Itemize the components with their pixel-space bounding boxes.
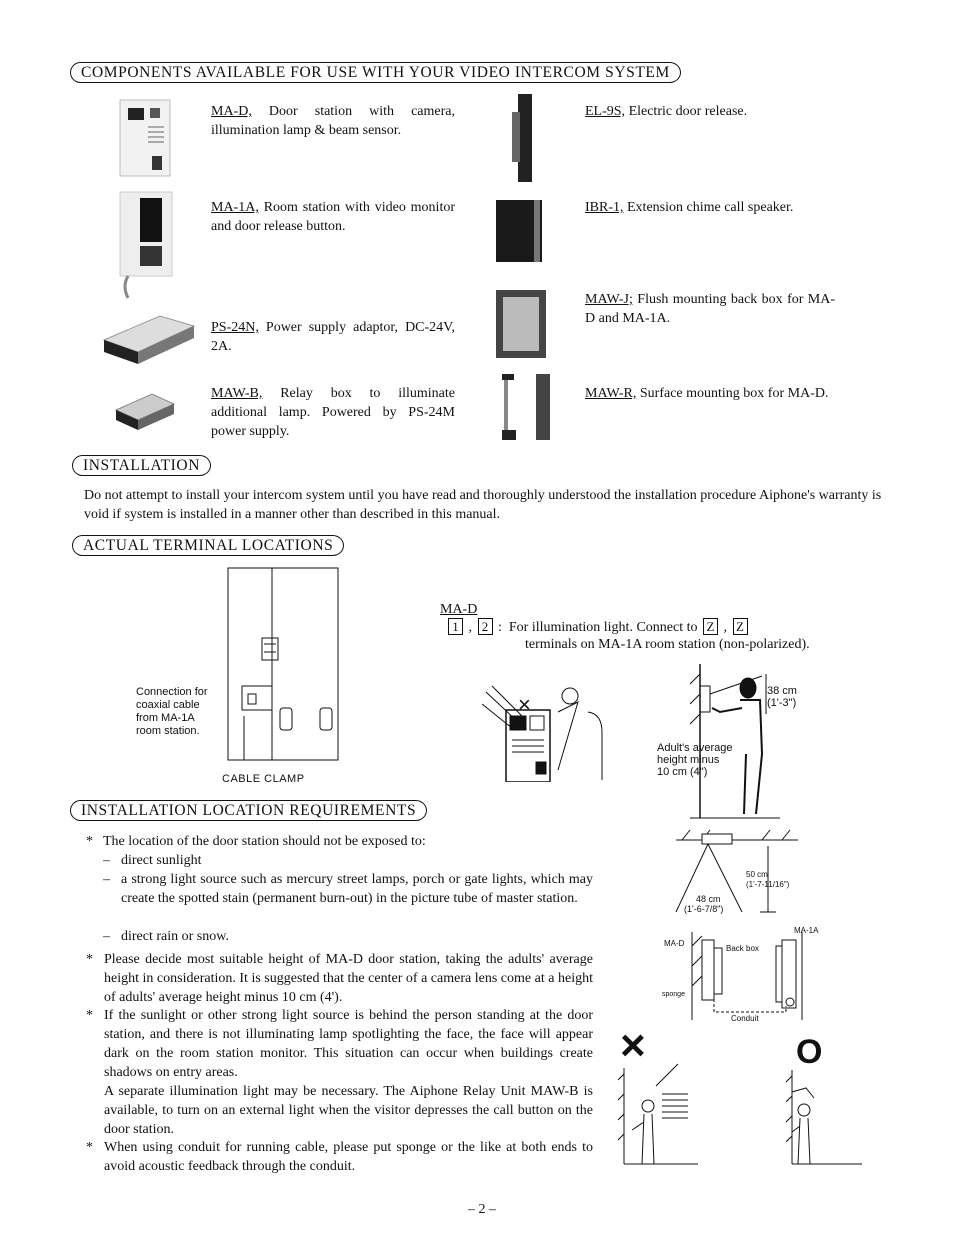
terminal-location-diagram	[222, 566, 342, 762]
el-9s-door-release-image	[508, 92, 538, 184]
req-item-5: Please decide most suitable height of MA-D door station, taking the adults' average height in consideration. It is suggested that the center of a camera lens come at a height of adults' average height minus 10 cm (4').	[104, 952, 593, 1005]
conduit-conduit-label: Conduit	[731, 1014, 759, 1023]
maw-b-relay-box-image	[112, 390, 176, 434]
right-mark: O	[796, 1033, 823, 1071]
conduit-mad-label: MA-D	[664, 939, 685, 948]
component-el-9s: EL-9S, Electric door release.	[585, 104, 748, 119]
req-dash-3-marker: –	[103, 929, 110, 944]
req-star-4-marker: *	[86, 1140, 93, 1155]
connection-label: Connection for coaxial cable from MA-1A room station.	[136, 686, 208, 737]
req-item-2: direct sunlight	[121, 853, 202, 868]
component-maw-r: MAW-R, Surface mounting box for MA-D.	[585, 386, 829, 401]
maw-j-back-box-image	[494, 288, 548, 360]
ceiling-50cm-label: 50 cm (1'-7-11/16")	[746, 870, 790, 889]
height-38cm-label: 38 cm (1'-3")	[767, 685, 797, 709]
svg-text:×: ×	[518, 692, 531, 717]
cable-clamp-label: CABLE CLAMP	[222, 773, 305, 785]
req-item-7: A separate illumination light may be necessary. The Aiphone Relay Unit MAW-B is available, to turn on an external light when the visitor depresses the call button on the door station.	[104, 1084, 593, 1137]
conduit-sponge-label: sponge	[662, 991, 685, 998]
section-heading-terminal-locations: ACTUAL TERMINAL LOCATIONS	[72, 535, 344, 556]
conduit-illustration	[662, 926, 812, 1024]
req-dash-2-marker: –	[103, 872, 110, 887]
req-item-6: If the sunlight or other strong light source is behind the person standing at the door station, and there is not illuminating lamp spotlighting the face, the face will appear dark on the room station monitor. This situation can occur when buildings create shadows on entry areas.	[104, 1008, 593, 1080]
req-star-3-marker: *	[86, 1008, 93, 1023]
component-maw-b: MAW-B, Relay box to illuminate additional lamp. Powered by PS-24M power supply.	[211, 386, 456, 439]
req-star-1-marker: *	[86, 834, 93, 849]
section-heading-installation: INSTALLATION	[72, 455, 211, 476]
mad-terminal-line2: terminals on MA-1A room station (non-polarized).	[525, 637, 810, 652]
component-ibr-1: IBR-1, Extension chime call speaker.	[585, 200, 794, 215]
conduit-backbox-label: Back box	[726, 944, 759, 953]
adult-height-label: Adult's average height minus 10 cm (4")	[657, 742, 733, 778]
req-item-8: When using conduit for running cable, please put sponge or the like at both ends to avoid acoustic feedback through the conduit.	[104, 1140, 593, 1174]
wrong-lighting-illustration	[618, 1060, 698, 1168]
sunlight-glare-illustration	[478, 682, 608, 782]
correct-lighting-illustration	[786, 1070, 862, 1168]
page-number: – 2 –	[468, 1202, 496, 1217]
ps-24n-power-supply-image	[100, 310, 196, 366]
mad-terminal-title: MA-D	[440, 602, 478, 617]
req-item-1: The location of the door station should not be exposed to:	[103, 834, 426, 849]
req-item-3: a strong light source such as mercury street lamps, porch or gate lights, which may create the spotted stain (permanent burn-out) in the picture tube of master station.	[121, 872, 593, 906]
ma-1a-room-station-image	[116, 190, 176, 302]
component-ma-1a: MA-1A, Room station with video monitor and door release button.	[211, 200, 455, 234]
wrong-mark: ×	[620, 1021, 646, 1070]
conduit-ma1a-label: MA-1A	[794, 926, 819, 935]
section-heading-location-requirements: INSTALLATION LOCATION REQUIREMENTS	[70, 800, 427, 821]
installation-paragraph: Do not attempt to install your intercom system until you have read and thoroughly understood the installation procedure Aiphone's warranty is void if system is installed in a manner other than described in this manual.	[84, 488, 882, 522]
req-dash-1-marker: –	[103, 853, 110, 868]
req-item-4: direct rain or snow.	[121, 929, 229, 944]
component-ma-d: MA-D, Door station with camera, illumination lamp & beam sensor.	[211, 104, 455, 138]
req-star-2-marker: *	[86, 952, 93, 967]
component-ps-24n: PS-24N, Power supply adaptor, DC-24V, 2A.	[211, 320, 455, 354]
maw-r-surface-box-image	[500, 372, 552, 442]
ibr-1-chime-speaker-image	[494, 196, 546, 266]
section-heading-components: COMPONENTS AVAILABLE FOR USE WITH YOUR VIDEO INTERCOM SYSTEM	[70, 62, 681, 83]
ma-d-door-station-image	[118, 98, 174, 178]
component-maw-j: MAW-J; Flush mounting back box for MA-D and MA-1A.	[585, 292, 835, 326]
ceiling-48cm-label: 48 cm (1'-6-7/8")	[684, 894, 724, 914]
mad-terminal-line: 1 , 2 : For illumination light. Connect to Z , Z	[446, 618, 750, 638]
